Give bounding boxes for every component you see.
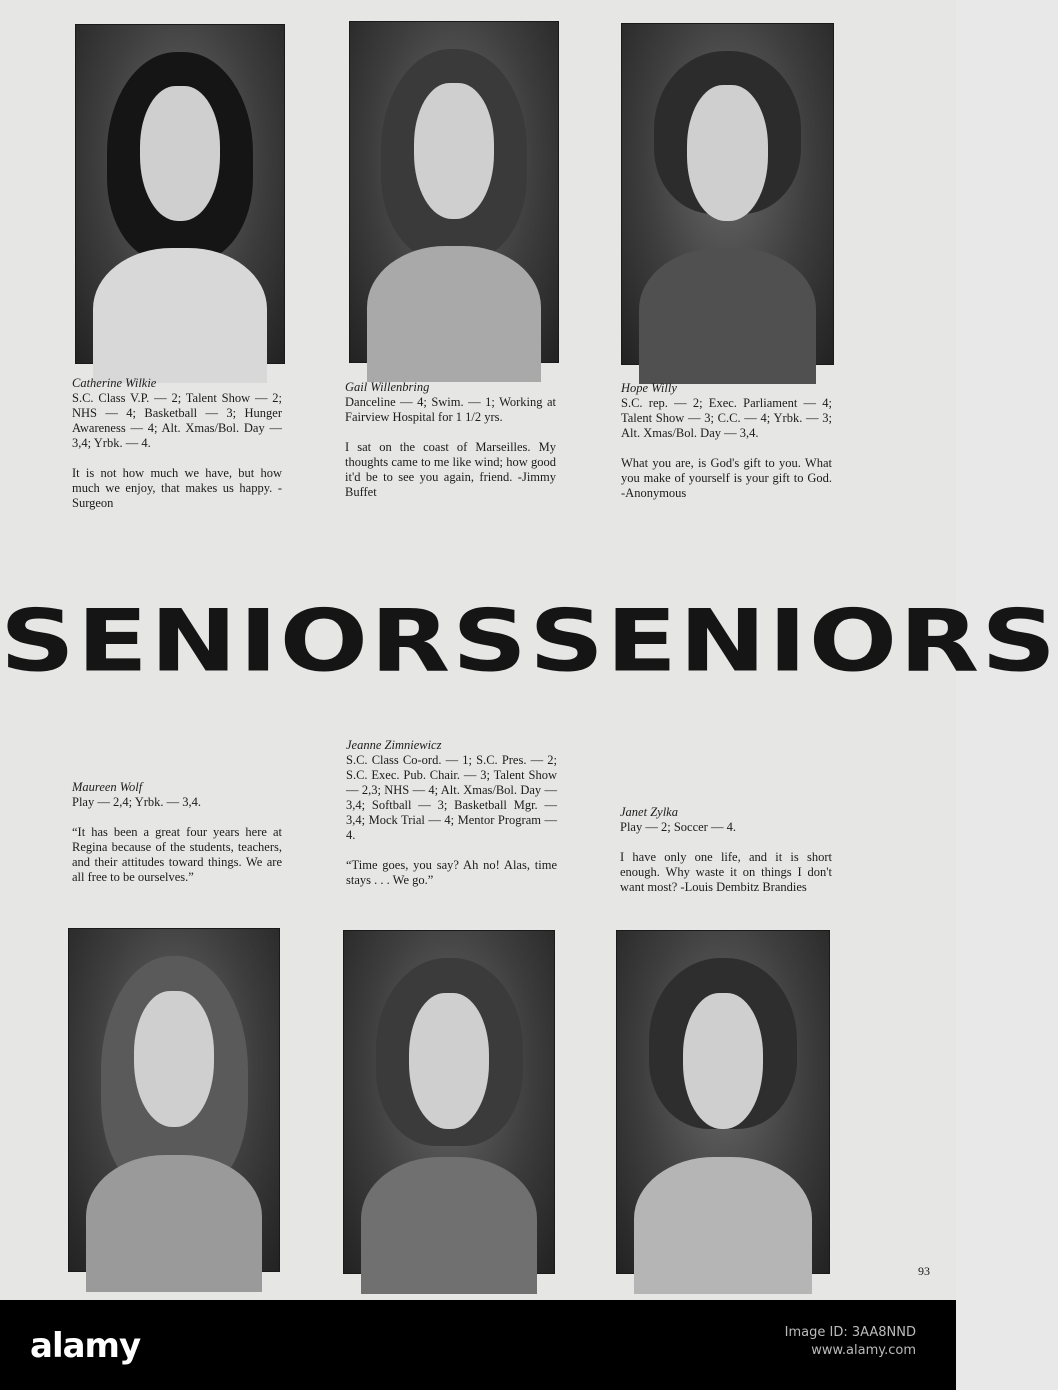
senior-entry-janet-zylka (620, 805, 832, 895)
senior-name: Maureen Wolf (72, 780, 143, 794)
senior-name: Jeanne Zimniewicz (346, 738, 442, 752)
portrait-photo-jeanne-zimniewicz (343, 930, 555, 1274)
stock-footer (0, 1300, 956, 1390)
image-identifier (785, 1324, 916, 1360)
alamy-logo: alamy (30, 1326, 141, 1366)
senior-activities: S.C. Class Co-ord. — 1; S.C. Pres. — 2; S.C. Exec. Pub. Chair. — 3; Talent Show — 2,3; NHS — 4; Alt. Xmas/Bol. Day — 3,4; Softball — 3; Basketball Mgr. — 3,4; Mock Trial — 4; Mentor Program — 4. (346, 753, 557, 842)
senior-quote: I sat on the coast of Marseilles. My thoughts came to me like wind; how good it'd be to see you again, friend. -Jimmy Buffet (345, 440, 556, 499)
senior-entry-jeanne-zimniewicz (346, 738, 557, 888)
senior-activities: S.C. Class V.P. — 2; Talent Show — 2; NHS — 4; Basketball — 3; Hunger Awareness — 4; Alt. Xmas/Bol. Day — 3,4; Yrbk. — 4. (72, 391, 282, 450)
senior-activities: Play — 2; Soccer — 4. (620, 820, 736, 834)
senior-activities: Play — 2,4; Yrbk. — 3,4. (72, 795, 202, 809)
portrait-photo-maureen-wolf (68, 928, 280, 1272)
seniors-banner (0, 590, 1058, 692)
senior-quote: “It has been a great four years here at Regina because of the students, teachers, and their attitudes toward things. We are all free to be ourselves.” (72, 825, 282, 884)
senior-quote: I have only one life, and it is short enough. Why waste it on things I don't want most? -Louis Dembitz Brandies (620, 850, 832, 894)
page-number: 93 (918, 1264, 930, 1278)
site-url: www.alamy.com (811, 1343, 916, 1358)
banner-word-right: SENIORS (529, 590, 1058, 692)
senior-name: Gail Willenbring (345, 380, 430, 394)
senior-name: Catherine Wilkie (72, 376, 157, 390)
senior-quote: It is not how much we have, but how much we enjoy, that makes us happy. -Surgeon (72, 466, 282, 510)
banner-word-left: SENIORS (0, 590, 530, 692)
senior-quote: “Time goes, you say? Ah no! Alas, time stays . . . We go.” (346, 858, 557, 887)
senior-quote: What you are, is God's gift to you. What you make of yourself is your gift to God. -Anonymous (621, 456, 832, 500)
senior-entry-gail-willenbring (345, 380, 556, 500)
image-id: Image ID: 3AA8NND (784, 1325, 916, 1340)
senior-name: Janet Zylka (620, 805, 678, 819)
senior-entry-maureen-wolf (72, 780, 282, 885)
senior-name: Hope Willy (621, 381, 677, 395)
senior-entry-hope-willy (621, 381, 832, 501)
portrait-photo-hope-willy (621, 23, 834, 365)
portrait-photo-gail-willenbring (349, 21, 559, 363)
portrait-photo-janet-zylka (616, 930, 830, 1274)
senior-activities: S.C. rep. — 2; Exec. Parliament — 4; Talent Show — 3; C.C. — 4; Yrbk. — 3; Alt. Xmas/Bol. Day — 3,4. (621, 396, 832, 440)
portrait-photo-catherine-wilkie (75, 24, 285, 364)
senior-activities: Danceline — 4; Swim. — 1; Working at Fairview Hospital for 1 1/2 yrs. (345, 395, 556, 424)
senior-entry-catherine-wilkie (72, 376, 282, 511)
